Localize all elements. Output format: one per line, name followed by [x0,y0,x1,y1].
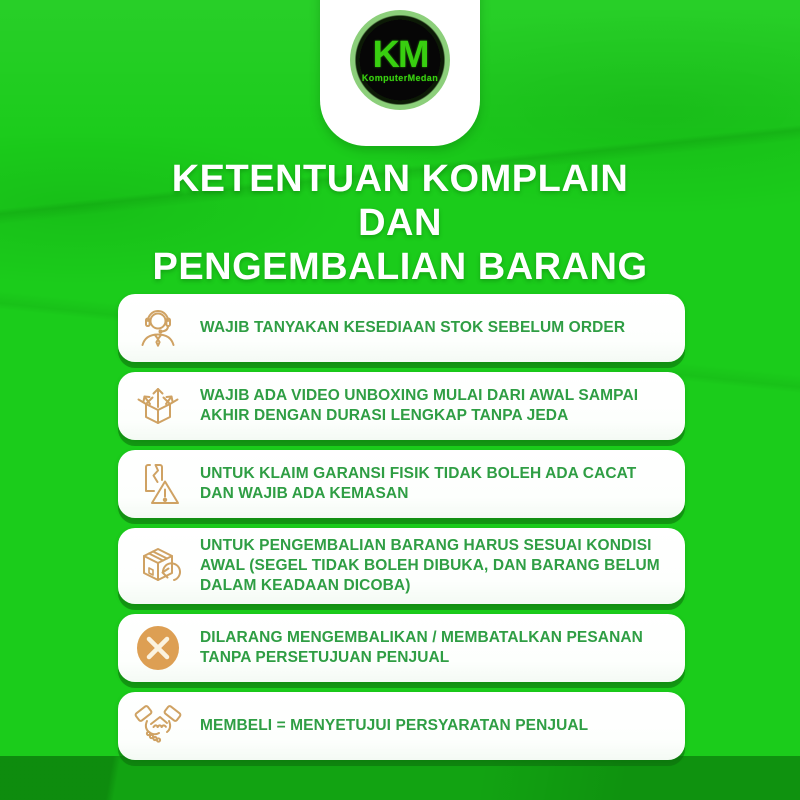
rule-text: MEMBELI = MENYETUJUI PERSYARATAN PENJUAL [200,717,589,734]
cancel-icon [130,622,186,674]
logo-badge [320,0,480,146]
rule-card-stock [118,294,685,362]
rule-card-agreement [118,692,685,760]
rule-card-no-cancel [118,614,685,682]
page-title-line2: DAN [358,202,442,244]
brand-logo [350,10,450,110]
page-title [0,157,800,289]
damaged-item-warning-icon [130,458,186,510]
logo-initials: KM [372,33,428,76]
rule-text: WAJIB TANYAKAN KESEDIAAN STOK SEBELUM ORDER [200,319,626,336]
rule-card-unboxing [118,372,685,440]
customer-service-icon [130,302,186,354]
bottom-shade [0,756,800,800]
logo-brand-name: KomputerMedan [361,72,439,83]
rule-text: WAJIB ADA VIDEO UNBOXING MULAI DARI AWAL SAMPAI AKHIR DENGAN DURASI LENGKAP TANPA JEDA [200,387,639,424]
page-title-line3: PENGEMBALIAN BARANG [152,246,648,288]
handshake-icon [130,700,186,752]
rules-list [118,294,685,760]
rule-card-warranty [118,450,685,518]
rule-card-return-condition [118,528,685,604]
return-box-icon [130,540,186,592]
page-title-line1: KETENTUAN KOMPLAIN [171,158,629,200]
rule-text: UNTUK PENGEMBALIAN BARANG HARUS SESUAI KONDISI AWAL (SEGEL TIDAK BOLEH DIBUKA, DAN BARANG BELUM DALAM KEADAAN DICOBA) [200,537,660,594]
rule-text: UNTUK KLAIM GARANSI FISIK TIDAK BOLEH ADA CACAT DAN WAJIB ADA KEMASAN [200,465,637,502]
rule-text: DILARANG MENGEMBALIKAN / MEMBATALKAN PESANAN TANPA PERSETUJUAN PENJUAL [200,629,643,666]
unboxing-icon [130,380,186,432]
